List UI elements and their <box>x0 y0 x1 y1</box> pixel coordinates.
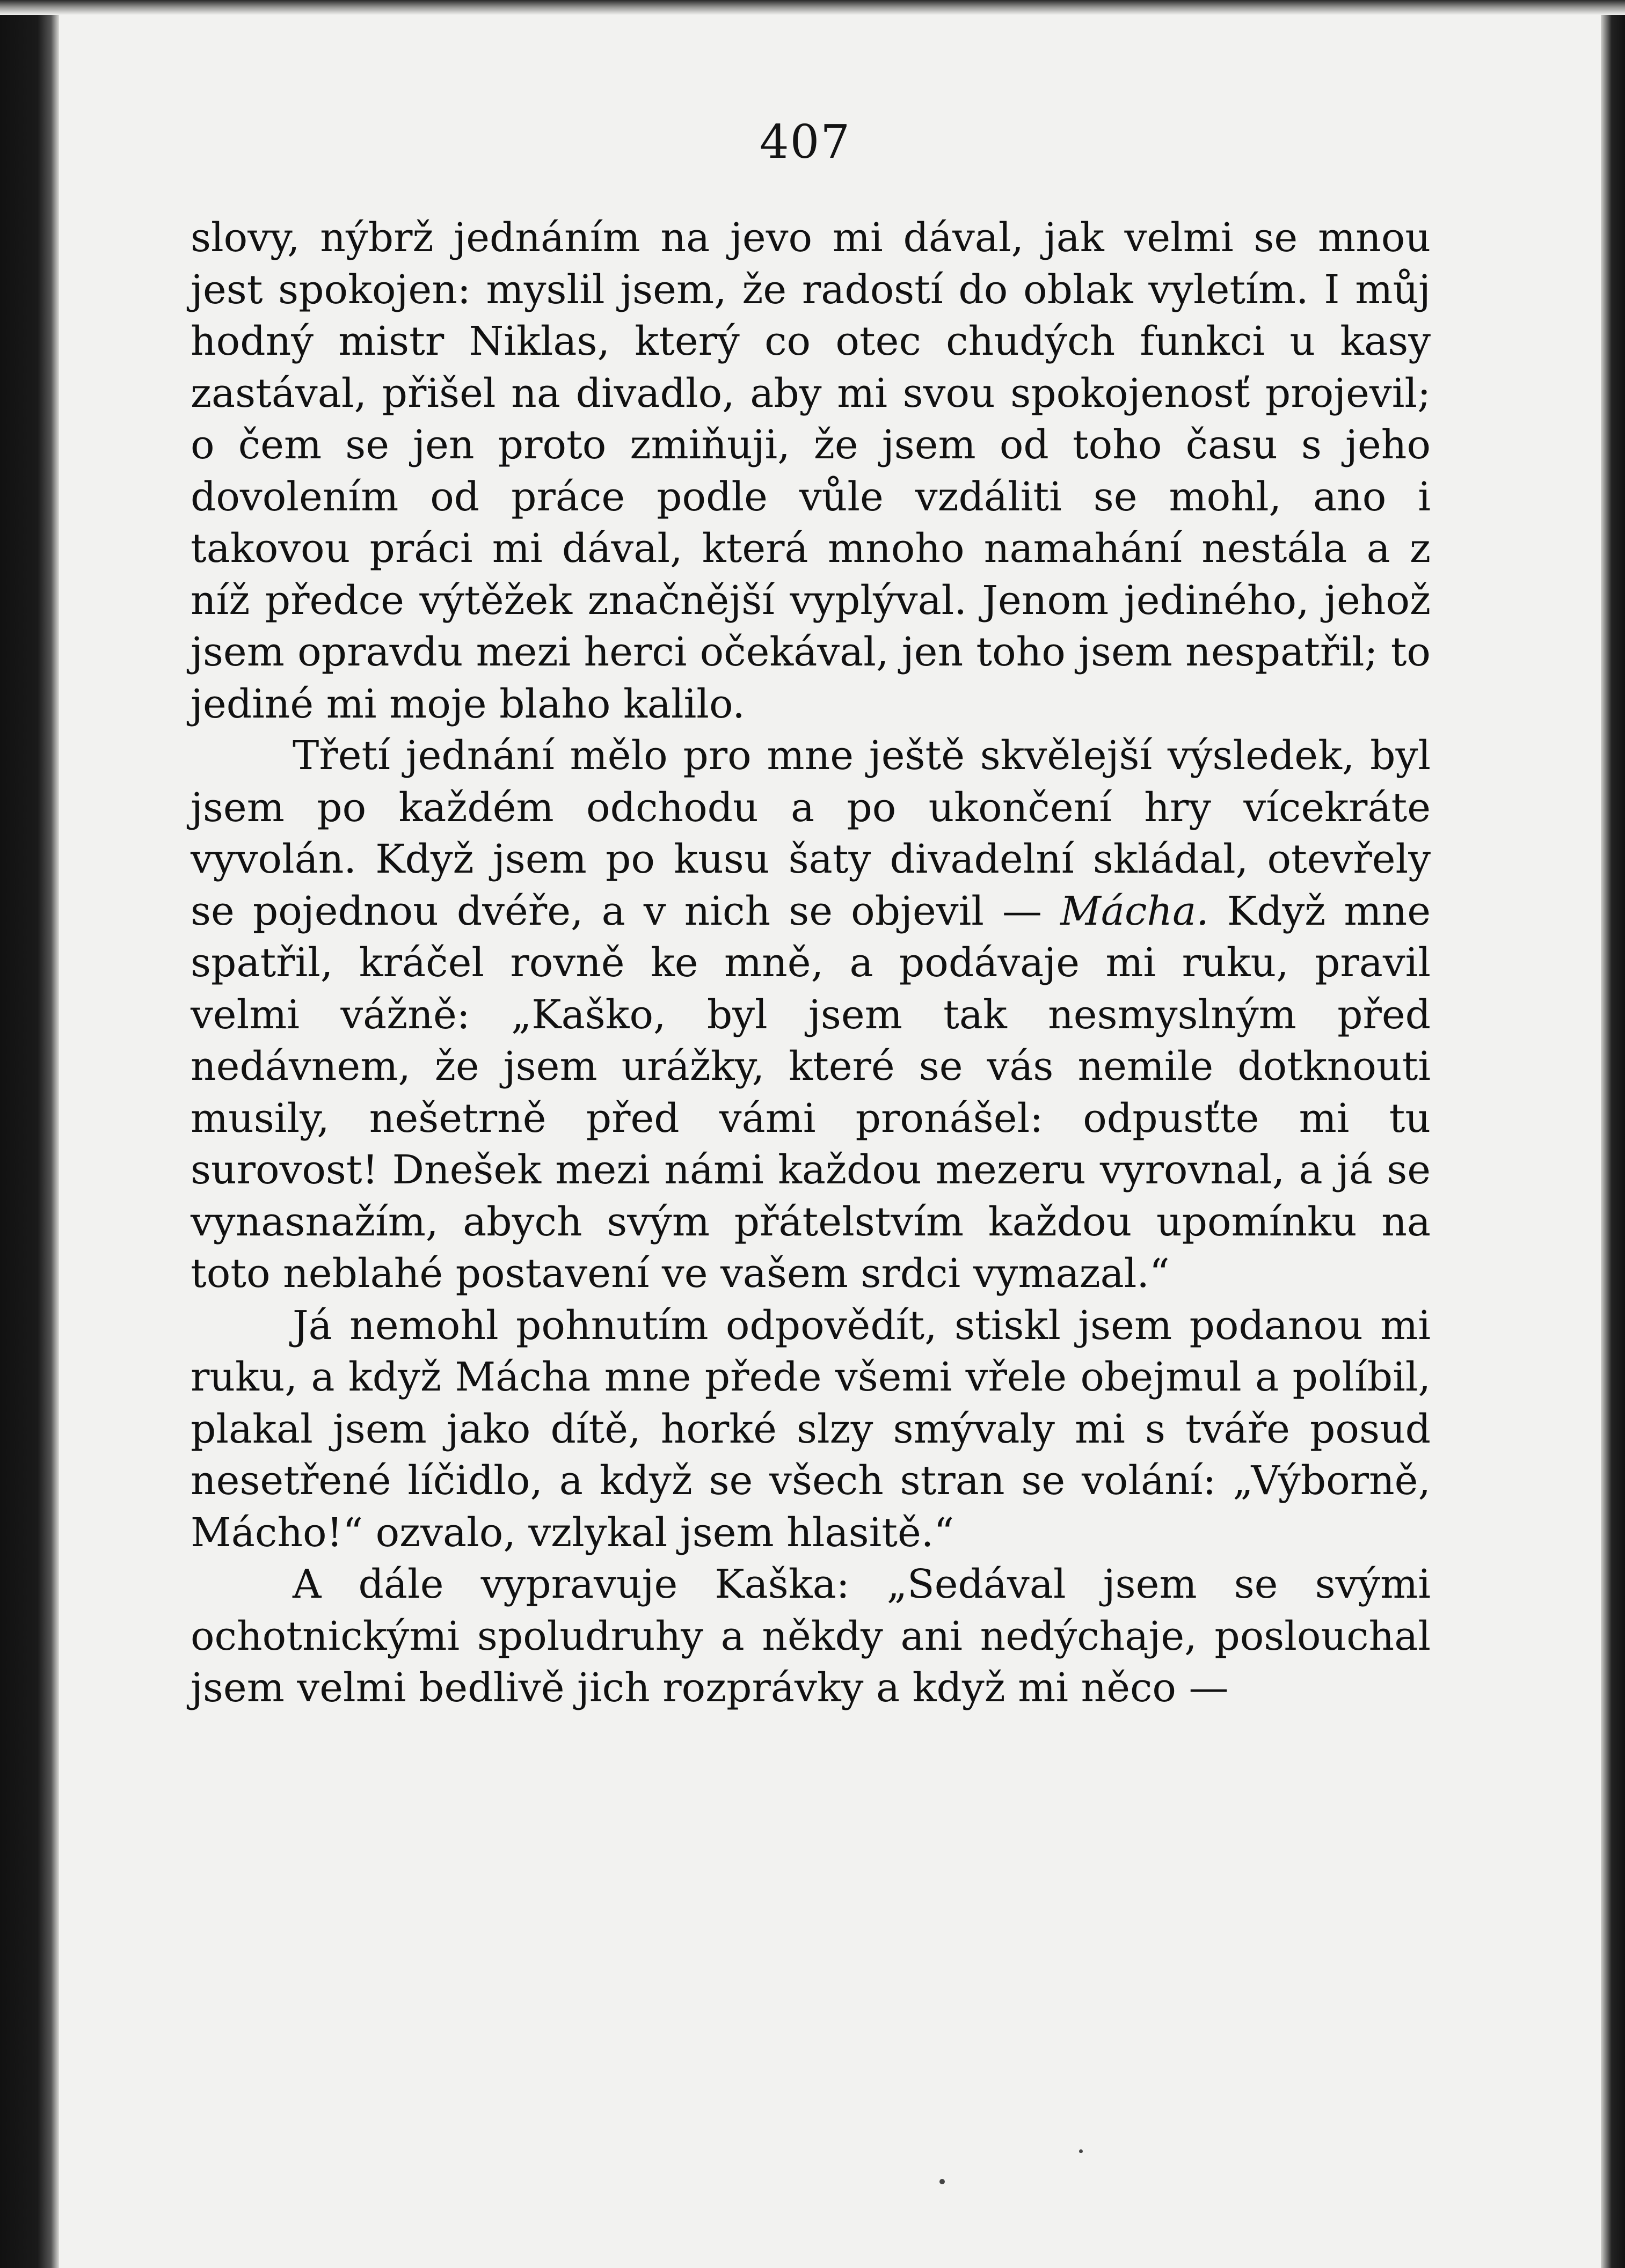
paragraph: slovy, nýbrž jednáním na jevo mi dával, jak velmi se mnou jest spokojen: myslil jsem, že radostí do oblak vyletím. I můj hodný mistr Niklas, který co otec chudých funkci u kasy zastával, přišel na divadlo, aby mi svou spokojenosť projevil; o čem se jen proto zmiňuji, že jsem od toho času s jeho dovolením od práce podle vůle vzdáliti se mohl, ano i takovou práci mi dával, která mnoho namahání nestála a z níž předce výtěžek značnější vyplýval. Jenom jediného, jehož jsem opravdu mezi herci očekával, jen toho jsem nespatřil; to jediné mi moje blaho kalilo. <box>191 215 1431 727</box>
paragraph: A dále vypravuje Kaška: „Sedával jsem se svými ochotnickými spoludruhy a někdy ani nedýchaje, poslouchal jsem velmi bedlivě jich rozprávky a když mi něco — <box>191 1561 1431 1711</box>
page-number: 407 <box>759 115 851 169</box>
top-page-edge-shadow <box>0 0 1625 15</box>
paragraph: Já nemohl pohnutím odpovědít, stiskl jsem podanou mi ruku, a když Mácha mne přede všemi vřele obejmul a políbil, plakal jsem jako dítě, horké slzy smývaly mi s tváře posud nesetřené líčidlo, a když se všech stran se volání: „Výborně, Mácho!“ ozvalo, vzlykal jsem hlasitě.“ <box>191 1302 1431 1556</box>
italic-name: Mácha. <box>1060 888 1209 934</box>
right-page-edge-shadow <box>1601 0 1625 2268</box>
page-body-text <box>191 212 1431 1714</box>
scan-speck <box>1079 2149 1083 2153</box>
left-binding-shadow <box>0 0 59 2268</box>
paragraph-text: Když mne spatřil, kráčel rovně ke mně, a podávaje mi ruku, pravil velmi vážně: „Kaško, byl jsem tak nesmyslným před nedávnem, že jsem urážky, které se vás nemile dotknouti musily, nešetrně před vámi pronášel: odpusťte mi tu surovost! Dnešek mezi námi každou mezeru vyrovnal, a já se vynasnažím, abych svým přátelstvím každou upomínku na toto neblahé postavení ve vašem srdci vymazal.“ <box>191 888 1431 1297</box>
paragraph <box>191 730 1431 1300</box>
paragraph-text: Třetí jednání mělo pro mne ještě skvělejší výsledek, byl jsem po každém odchodu a po ukončení hry vícekráte vyvolán. Když jsem po kusu šaty divadelní skládal, otevřely se pojednou dvéře, a v nich se objevil — <box>191 733 1431 934</box>
scan-speck <box>939 2179 945 2184</box>
